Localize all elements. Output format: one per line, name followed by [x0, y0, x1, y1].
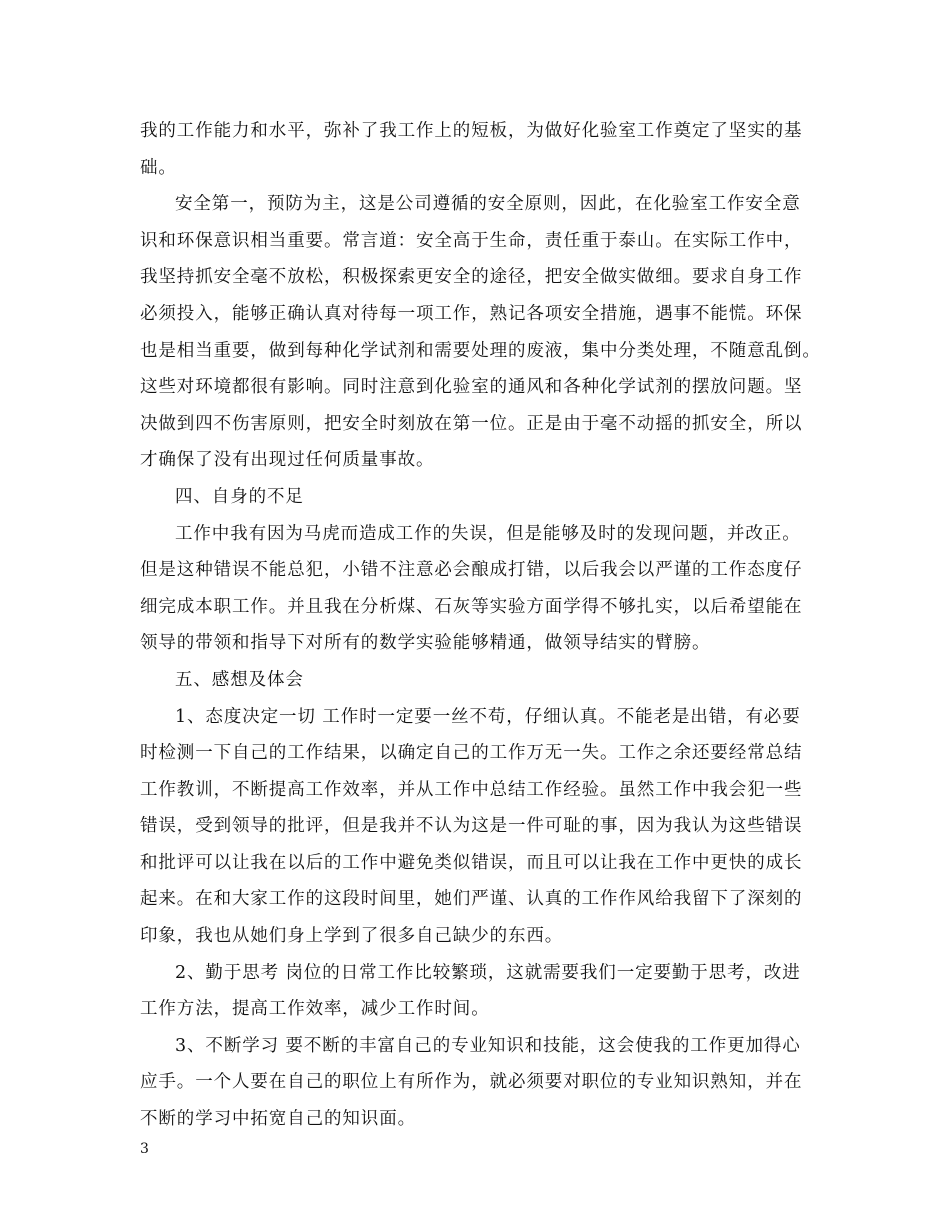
text-line: 细完成本职工作。并且我在分析煤、石灰等实验方面学得不够扎实，以后希望能在 [140, 596, 803, 617]
text-line: 起来。在和大家工作的这段时间里，她们严谨、认真的工作作风给我留下了深刻的 [140, 889, 803, 910]
text-line: 识和环保意识相当重要。常言道：安全高于生命，责任重于泰山。在实际工作中， [140, 230, 803, 251]
document-body [140, 113, 820, 1138]
text-line: 工作教训，不断提高工作效率，并从工作中总结工作经验。虽然工作中我会犯一些 [140, 779, 803, 800]
paragraph-start-line: 1、态度决定一切 工作时一定要一丝不苟，仔细认真。不能老是出错，有必要 [175, 706, 801, 727]
text-line: 应手。一个人要在自己的职位上有所作为，就必须要对职位的专业知识熟知，并在 [140, 1072, 803, 1093]
text-line: 我的工作能力和水平，弥补了我工作上的短板，为做好化验室工作奠定了坚实的基 [140, 121, 803, 141]
text-line: 础。 [140, 157, 177, 178]
text-line: 必须投入，能够正确认真对待每一项工作，熟记各项安全措施，遇事不能慌。环保 [140, 303, 803, 324]
page-number: 3 [140, 1141, 149, 1157]
text-line: 不断的学习中拓宽自己的知识面。 [140, 1109, 416, 1130]
paragraph-start-line: 2、勤于思考 岗位的日常工作比较繁琐，这就需要我们一定要勤于思考，改进 [175, 962, 801, 983]
text-line: 工作方法，提高工作效率，减少工作时间。 [140, 999, 490, 1020]
text-line: 和批评可以让我在以后的工作中避免类似错误，而且可以让我在工作中更快的成长 [140, 852, 803, 873]
text-line: 这些对环境都很有影响。同时注意到化验室的通风和各种化学试剂的摆放问题。坚 [140, 377, 803, 398]
text-line: 印象，我也从她们身上学到了很多自己缺少的东西。 [140, 926, 564, 947]
text-line: 我坚持抓安全毫不放松，积极探索更安全的途径，把安全做实做细。要求自身工作 [140, 267, 803, 288]
text-line: 但是这种错误不能总犯，小错不注意必会酿成打错，以后我会以严谨的工作态度仔 [140, 560, 803, 581]
section-heading-shortcomings: 四、自身的不足 [175, 486, 304, 507]
section-heading-reflections: 五、感想及体会 [175, 669, 304, 690]
paragraph-start-line: 3、不断学习 要不断的丰富自己的专业知识和技能，这会使我的工作更加得心 [175, 1035, 801, 1056]
paragraph-start-line: 安全第一，预防为主，这是公司遵循的安全原则，因此，在化验室工作安全意 [175, 194, 801, 215]
text-line: 才确保了没有出现过任何质量事故。 [140, 450, 435, 471]
text-line: 也是相当重要，做到每种化学试剂和需要处理的废液，集中分类处理，不随意乱倒。 [140, 340, 821, 361]
text-line: 错误，受到领导的批评，但是我并不认为这是一件可耻的事，因为我认为这些错误 [140, 816, 803, 837]
text-line: 时检测一下自己的工作结果，以确定自己的工作万无一失。工作之余还要经常总结 [140, 743, 803, 764]
paragraph-start-line: 工作中我有因为马虎而造成工作的失误，但是能够及时的发现问题，并改正。 [175, 523, 801, 544]
text-line: 决做到四不伤害原则，把安全时刻放在第一位。正是由于毫不动摇的抓安全，所以 [140, 413, 803, 434]
text-line: 领导的带领和指导下对所有的数学实验能够精通，做领导结实的臂膀。 [140, 633, 711, 654]
